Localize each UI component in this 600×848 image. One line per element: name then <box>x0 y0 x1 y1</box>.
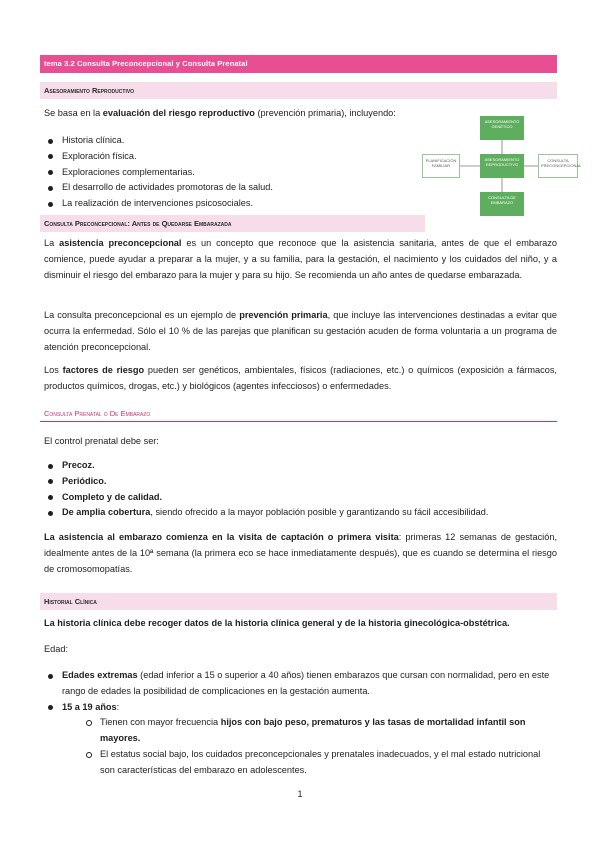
sublist-item: El estatus social bajo, los cuidados preconcepcionales y prenatales inadecuados, y el mal estado nutricional son características del embarazo en adolescentes. <box>82 747 557 779</box>
edad-label: Edad: <box>44 644 69 654</box>
prenatal-requirements-list <box>44 458 557 521</box>
asesoramiento-diagram <box>420 114 580 218</box>
section-heading-historial: Historial Clínica <box>40 593 557 610</box>
list-item: Precoz. <box>44 458 557 474</box>
sublist-item: Tienen con mayor frecuencia hijos con bajo peso, prematuros y las tasas de mortalidad infantil son mayores. <box>82 715 557 747</box>
diagram-box-preconcepcional: CONSULTA PRECONCEPCIONAL <box>538 154 578 178</box>
list-item: Exploraciones complementarias. <box>44 165 273 181</box>
preconcepcional-paragraph-1: La asistencia preconcepcional es un concepto que reconoce que la asistencia sanitaria, antes de que el embarazo comience, puede ayudar a preparar a la mujer, y a su familia, para la gestación, el nacimiento y los cuidados del niño, y a disminuir el riesgo del embarazo para la mujer y para su hijo. Se recomienda un año antes de quedarse embarazada. <box>44 238 557 280</box>
asesoramiento-list <box>44 133 273 212</box>
diagram-box-genetico: ASESORAMIENTO GENÉTICO <box>480 116 524 140</box>
diagram-box-planificacion: PLANIFICACIÓN FAMILIAR <box>422 154 460 178</box>
section-heading-asesoramiento: Asesoramiento Reproductivo <box>40 82 557 99</box>
diagram-box-reproductivo: ASESORAMIENTO REPRODUCTIVO <box>480 154 524 178</box>
section-heading-prenatal: Consulta Prenatal o De Embarazo <box>40 405 557 422</box>
list-item: Completo y de calidad. <box>44 490 557 506</box>
historial-intro: La historia clínica debe recoger datos de la historia clínica general y de la historia ginecológica-obstétrica. <box>44 618 510 628</box>
list-item: El desarrollo de actividades promotoras de la salud. <box>44 180 273 196</box>
diagram-box-embarazo: CONSULTA DE EMBARAZO <box>480 192 524 216</box>
edad-list <box>44 668 557 779</box>
list-item: Edades extremas (edad inferior a 15 o superior a 40 años) tienen embarazos que cursan con normalidad, pero en este rango de edades la posibilidad de complicaciones en la gestación aumenta. <box>44 668 557 700</box>
list-item: Exploración física. <box>44 149 273 165</box>
list-item: 15 a 19 años: Tienen con mayor frecuencia hijos con bajo peso, prematuros y las tasas de mortalidad infantil son mayores. El estatus social bajo, los cuidados preconcepcionales y prenatales inadecuados, y el mal estado nutricional son características del embarazo en adolescentes. <box>44 700 557 779</box>
preconcepcional-paragraph-2: La consulta preconcepcional es un ejemplo de prevención primaria, que incluye las intervenciones destinadas a evitar que ocurra la enfermedad. Sólo el 10 % de las parejas que planifican su gestación acuden de forma voluntaria a un programa de atención preconcepcional. <box>44 310 558 352</box>
list-item: De amplia cobertura, siendo ofrecido a la mayor población posible y garantizando su fácil accesibilidad. <box>44 505 557 521</box>
page-number: 1 <box>297 789 303 799</box>
asesoramiento-intro: Se basa en la evaluación del riesgo reproductivo (prevención primaria), incluyendo: <box>44 108 396 118</box>
list-item: Periódico. <box>44 474 557 490</box>
prenatal-intro: El control prenatal debe ser: <box>44 436 159 446</box>
list-item: La realización de intervenciones psicosociales. <box>44 196 273 212</box>
chapter-header: tema 3.2 Consulta Preconcepcional y Consulta Prenatal <box>40 55 557 73</box>
preconcepcional-paragraph-3: Los factores de riesgo pueden ser genéticos, ambientales, físicos (radiaciones, etc.) o químicos (exposición a fármacos, productos químicos, drogas, etc.) y biológicos (agentes infecciosos) o enfermedades. <box>44 365 557 391</box>
adolescent-sublist <box>82 715 557 778</box>
list-item: Historia clínica. <box>44 133 273 149</box>
prenatal-paragraph: La asistencia al embarazo comienza en la visita de captación o primera visita: primeras 12 semanas de gestación, idealmente antes de la 10ª semana (la primera eco se hace inmediatamente después), que es cuando se determina el riesgo de cromosomopatías. <box>44 532 557 574</box>
section-heading-preconcepcional: Consulta Preconcepcional: Antes de Quedarse Embarazada <box>40 215 425 232</box>
